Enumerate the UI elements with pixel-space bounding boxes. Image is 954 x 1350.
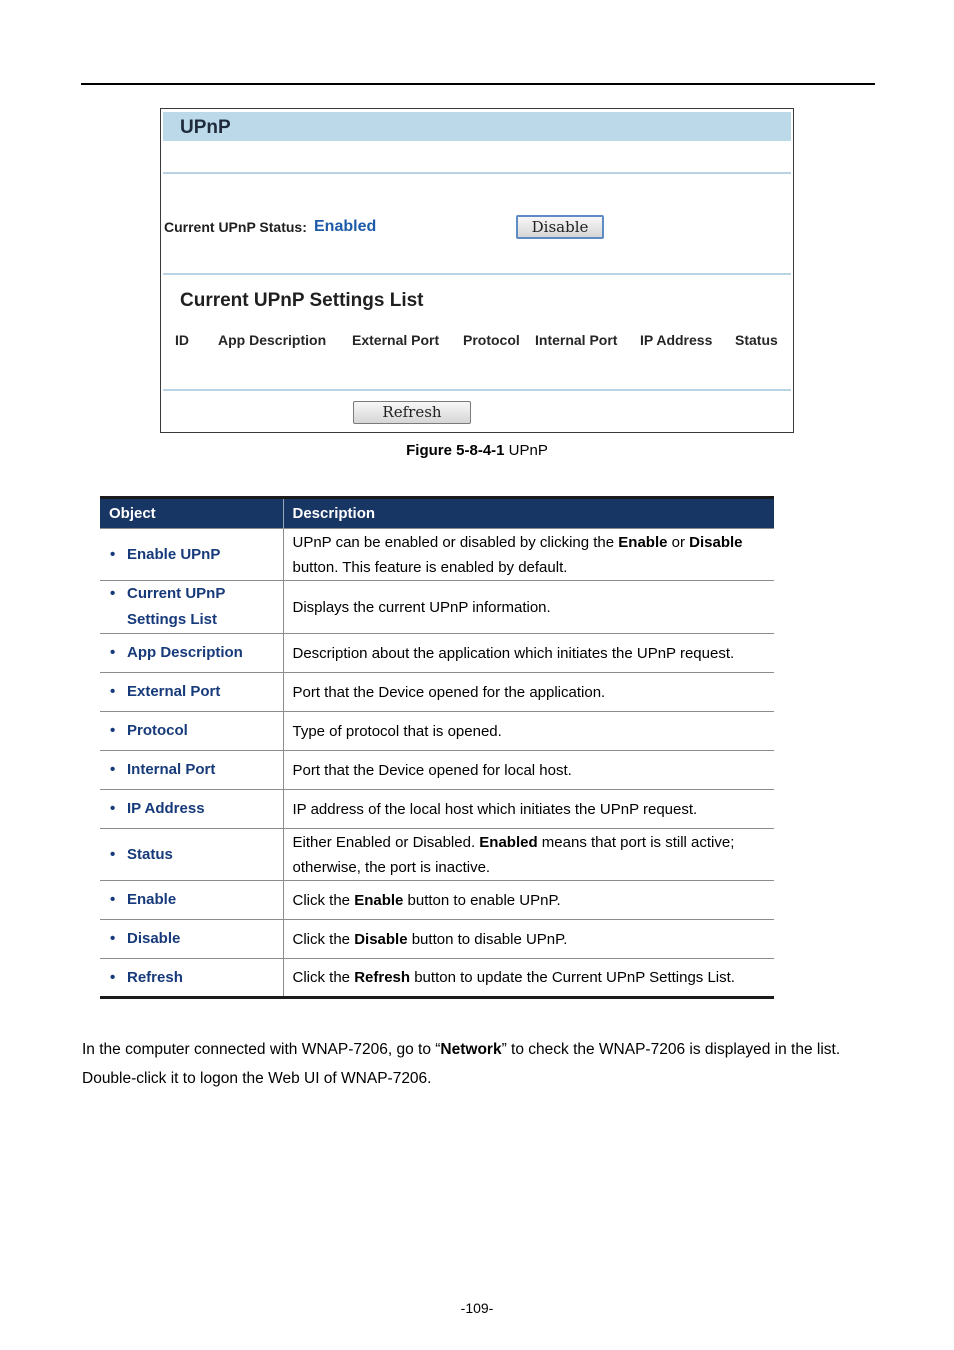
status-value: Enabled	[314, 218, 377, 235]
table-row	[100, 634, 774, 673]
object-label: Protocol	[127, 722, 188, 739]
description-bold: Enable	[354, 891, 404, 909]
object-label: Enable	[127, 891, 177, 908]
description-cell	[283, 751, 774, 790]
table-header-row	[100, 498, 774, 529]
table-row	[100, 581, 774, 634]
description-text: means that port is still active; otherwise, the port is inactive.	[292, 833, 735, 876]
description-bold: Enable	[618, 533, 668, 551]
description-cell	[283, 881, 774, 920]
description-text: button to update the Current UPnP Settings List.	[410, 969, 735, 986]
table-row	[100, 712, 774, 751]
page-number: -109-	[460, 1300, 494, 1316]
bullet-icon: •	[110, 585, 116, 602]
table-row	[100, 959, 774, 998]
description-cell	[283, 959, 774, 998]
object-label: Internal Port	[127, 761, 216, 778]
description-cell	[283, 829, 774, 881]
bullet-icon: •	[110, 761, 116, 778]
object-cell	[100, 881, 283, 920]
description-bold: Refresh	[354, 969, 411, 986]
refresh-button[interactable]: Refresh	[353, 401, 471, 424]
object-cell	[100, 712, 283, 751]
description-text: Click the	[292, 930, 355, 948]
bullet-icon: •	[110, 968, 116, 986]
object-label: Refresh	[127, 968, 183, 986]
description-text: IP address of the local host which initiates the UPnP request.	[292, 800, 698, 818]
description-text: button to disable UPnP.	[407, 930, 568, 948]
object-cell	[100, 829, 283, 881]
description-text: UPnP can be enabled or disabled by clicking the	[292, 533, 619, 551]
description-text: Port that the Device opened for local host.	[292, 761, 572, 779]
bullet-icon: •	[110, 891, 116, 908]
object-cell	[100, 920, 283, 959]
settings-list-title: Current UPnP Settings List	[180, 290, 424, 311]
object-cell	[100, 751, 283, 790]
object-cell	[100, 529, 283, 581]
description-bold: Disable	[689, 533, 743, 551]
object-label: Current UPnP Settings List	[127, 585, 226, 628]
figure-caption-text: UPnP	[508, 442, 548, 459]
object-label: App Description	[127, 644, 243, 661]
bullet-icon: •	[110, 930, 116, 947]
object-label: External Port	[127, 683, 221, 700]
divider	[163, 273, 791, 275]
column-header-ip-address: IP Address	[640, 332, 713, 348]
description-bold: Enabled	[479, 833, 538, 851]
bullet-icon: •	[110, 800, 116, 817]
description-text: Port that the Device opened for the application.	[292, 683, 606, 701]
bullet-icon: •	[110, 845, 116, 863]
object-cell	[100, 673, 283, 712]
body-paragraph	[82, 1035, 882, 1093]
disable-button[interactable]: Disable	[516, 215, 604, 239]
column-header-id: ID	[175, 332, 189, 348]
object-cell	[100, 581, 283, 634]
column-header-external-port: External Port	[352, 332, 440, 348]
object-label: Status	[127, 845, 173, 863]
figure-number: Figure 5-8-4-1	[406, 442, 505, 459]
upnp-title-bar	[163, 112, 791, 141]
description-text: Description about the application which initiates the UPnP request.	[292, 644, 735, 662]
column-header-app-description: App Description	[218, 332, 327, 348]
figure-caption	[0, 442, 954, 459]
bullet-icon: •	[110, 644, 116, 661]
object-cell	[100, 959, 283, 998]
object-label: Disable	[127, 930, 181, 947]
table-row	[100, 751, 774, 790]
description-text: Either Enabled or Disabled.	[292, 833, 480, 851]
bullet-icon: •	[110, 683, 116, 700]
description-cell	[283, 790, 774, 829]
paragraph-bold: Network	[440, 1041, 502, 1058]
description-text: button to enable UPnP.	[403, 891, 561, 909]
table-row	[100, 529, 774, 581]
divider	[163, 389, 791, 391]
object-label: IP Address	[127, 800, 205, 817]
column-header-protocol: Protocol	[463, 332, 520, 348]
description-text: Type of protocol that is opened.	[292, 722, 502, 740]
description-cell	[283, 673, 774, 712]
table-row	[100, 790, 774, 829]
divider	[163, 172, 791, 174]
column-header-description: Description	[283, 498, 774, 529]
description-text: Click the	[292, 969, 355, 986]
upnp-title: UPnP	[180, 117, 231, 138]
description-cell	[283, 634, 774, 673]
object-label: Enable UPnP	[127, 545, 221, 563]
table-row	[100, 920, 774, 959]
bullet-icon: •	[110, 545, 116, 563]
table-row	[100, 673, 774, 712]
column-header-status: Status	[735, 332, 778, 348]
description-text: button. This feature is enabled by default.	[292, 558, 568, 576]
object-cell	[100, 790, 283, 829]
description-cell	[283, 920, 774, 959]
paragraph-text: ” to check the WNAP-7206 is displayed in the list. Double-click it to logon the Web UI of WNAP-7206.	[82, 1041, 841, 1087]
column-header-object: Object	[100, 498, 283, 529]
paragraph-text: In the computer connected with WNAP-7206, go to “	[82, 1041, 441, 1058]
description-cell	[283, 712, 774, 751]
description-text: Click the	[292, 891, 355, 909]
top-rule	[81, 83, 875, 85]
object-cell	[100, 634, 283, 673]
description-text: or	[667, 533, 690, 551]
status-label: Current UPnP Status:	[164, 219, 307, 235]
upnp-screenshot	[160, 108, 794, 433]
description-cell	[283, 581, 774, 634]
description-text: Displays the current UPnP information.	[292, 598, 551, 616]
bullet-icon: •	[110, 722, 116, 739]
table-row	[100, 881, 774, 920]
table-row	[100, 829, 774, 881]
column-header-internal-port: Internal Port	[535, 332, 618, 348]
description-cell	[283, 529, 774, 581]
description-bold: Disable	[354, 930, 408, 948]
description-table	[100, 496, 774, 999]
